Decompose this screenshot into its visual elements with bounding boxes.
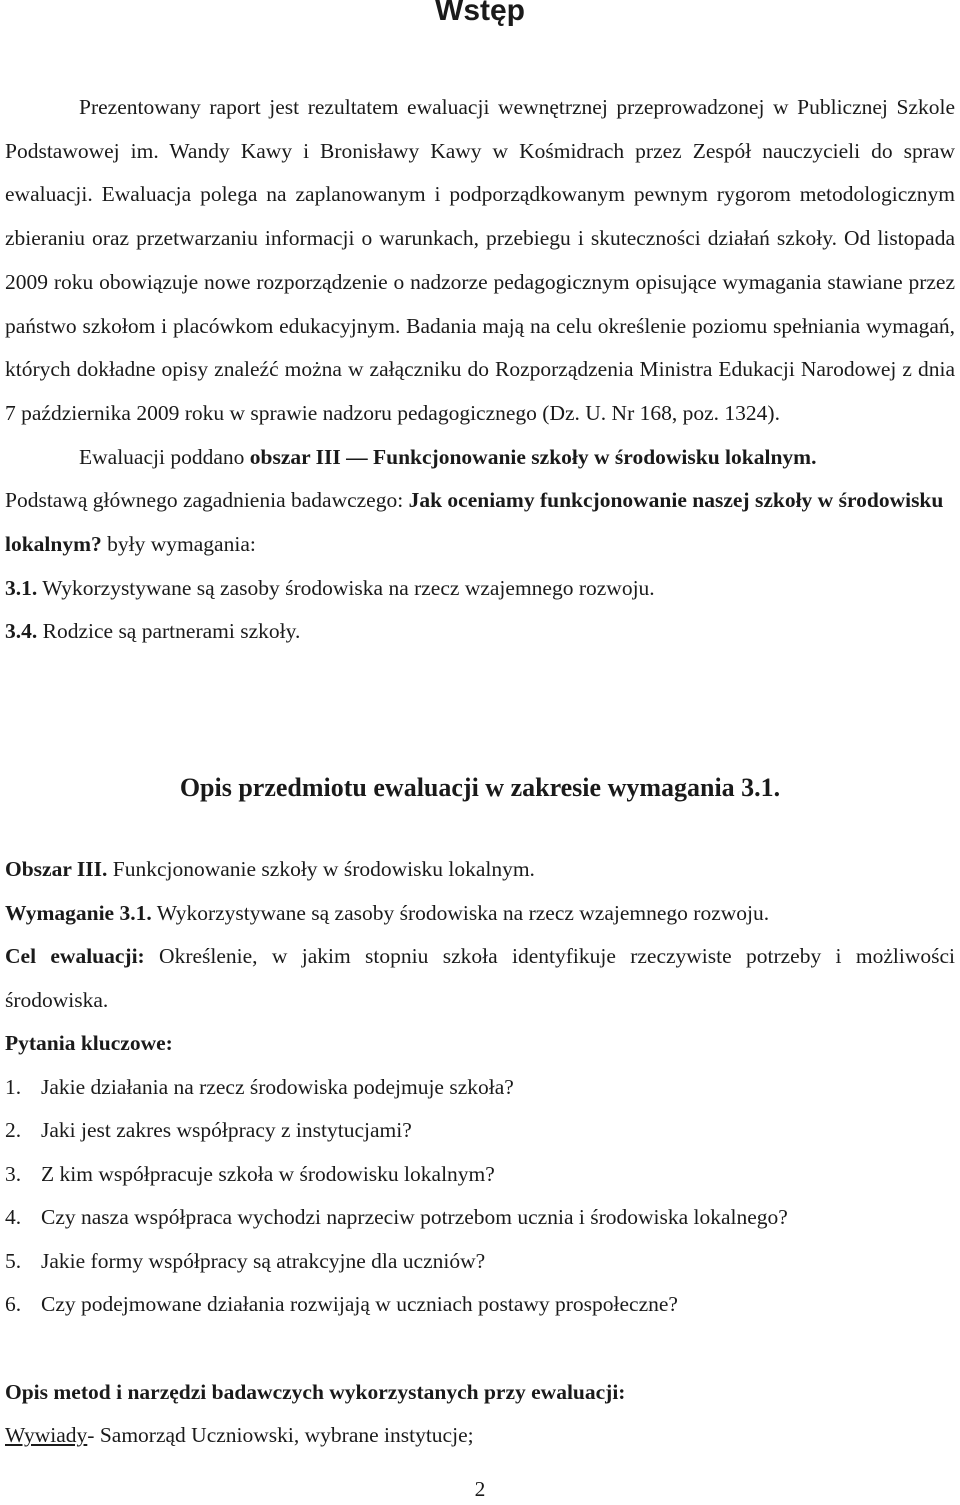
key-questions-heading: Pytania kluczowe: (5, 1031, 173, 1055)
list-item (5, 1196, 955, 1240)
goal-label: Cel ewaluacji: (5, 944, 145, 968)
evaluation-area-bold: obszar III — Funkcjonowanie szkoły w środowisku lokalnym. (249, 444, 817, 469)
question-text: Czy podejmowane działania rozwijają w uczniach postawy prospołeczne? (41, 1292, 678, 1316)
question-number: 1. (5, 1074, 22, 1099)
question-text: Jakie formy współpracy są atrakcyjne dla uczniów? (41, 1248, 486, 1273)
methods-item-text: - Samorząd Uczniowski, wybrane instytucje; (87, 1423, 474, 1447)
evaluation-area-prefix: Ewaluacji poddano (79, 444, 250, 469)
area-line (5, 848, 955, 892)
research-question-prefix: Podstawą głównego zagadnienia badawczego: (5, 488, 409, 513)
key-questions-label (5, 1022, 955, 1066)
requirement-1-text: Wykorzystywane są zasoby środowiska na rzecz wzajemnego rozwoju. (37, 575, 655, 600)
requirement-2-number: 3.4. (5, 619, 38, 644)
question-number: 6. (5, 1292, 22, 1316)
goal-text: Określenie, w jakim stopniu szkoła identyfikuje rzeczywiste potrzeby i możliwości środowiska. (5, 944, 955, 1012)
page-number: 2 (474, 1477, 486, 1501)
evaluation-subject-section (5, 848, 955, 1458)
intro-section (5, 86, 955, 654)
list-item (5, 1240, 955, 1284)
requirement-line (5, 892, 955, 936)
research-question-paragraph (5, 479, 955, 566)
question-number: 4. (5, 1205, 22, 1229)
list-item (5, 1153, 955, 1197)
intro-paragraph: Prezentowany raport jest rezultatem ewaluacji wewnętrznej przeprowadzonej w Publicznej Szkole Podstawowej im. Wandy Kawy i Bronisławy Kawy w Kośmidrach przez Zespół nauczycieli do spraw ewaluacji. Ewaluacja polega na zaplanowanym i podporządkowanym pewnym rygorom metodologicznym zbieraniu oraz przetwarzaniu informacji o warunkach, przebiegu i skuteczności działań szkoły. Od listopada 2009 roku obowiązuje nowe rozporządzenie o nadzorze pedagogicznym opisujące wymagania stawiane przez państwo szkołom i placówkom edukacyjnym. Badania mają na celu określenie poziomu spełniania wymagań, których dokładne opisy znaleźć można w załączniku do Rozporządzenia Ministra Edukacji Narodowej z dnia 7 października 2009 roku w sprawie nadzoru pedagogicznego (Dz. U. Nr 168, poz. 1324). (5, 95, 955, 425)
methods-heading-line (5, 1371, 955, 1415)
question-number: 2. (5, 1118, 22, 1142)
section-heading: Opis przedmiotu ewaluacji w zakresie wymagania 3.1. (179, 773, 781, 802)
question-text: Z kim współpracuje szkoła w środowisku lokalnym? (41, 1161, 495, 1186)
key-questions-list (5, 1066, 955, 1327)
evaluation-area-paragraph (5, 436, 955, 480)
requirement-text: Wykorzystywane są zasoby środowiska na rzecz wzajemnego rozwoju. (151, 900, 770, 925)
research-question-suffix: były wymagania: (101, 532, 256, 557)
list-item (5, 1066, 955, 1110)
requirement-line-2 (5, 610, 955, 654)
question-text: Jaki jest zakres współpracy z instytucjami? (41, 1118, 412, 1142)
spacer (5, 1327, 955, 1371)
requirement-1-number: 3.1. (5, 575, 38, 600)
area-label: Obszar III. (5, 857, 108, 881)
requirement-label: Wymaganie 3.1. (5, 900, 152, 925)
area-text: Funkcjonowanie szkoły w środowisku lokalnym. (107, 857, 535, 881)
requirement-line-1 (5, 567, 955, 611)
question-text: Jakie działania na rzecz środowiska podejmuje szkoła? (41, 1074, 514, 1099)
requirement-2-text: Rodzice są partnerami szkoły. (37, 619, 301, 644)
question-text: Czy nasza współpraca wychodzi naprzeciw potrzebom ucznia i środowiska lokalnego? (41, 1205, 788, 1229)
methods-item-line (5, 1414, 955, 1458)
goal-paragraph (5, 935, 955, 1022)
list-item (5, 1283, 955, 1327)
question-number: 5. (5, 1248, 22, 1273)
research-question-bold: Jak oceniamy funkcjonowanie naszej szkoły w środowisku lokalnym? (5, 488, 944, 557)
question-number: 3. (5, 1161, 22, 1186)
methods-heading: Opis metod i narzędzi badawczych wykorzystanych przy ewaluacji: (5, 1379, 626, 1404)
list-item (5, 1109, 955, 1153)
methods-item-label: Wywiady (5, 1423, 88, 1447)
page-title: Wstęp (435, 0, 525, 27)
